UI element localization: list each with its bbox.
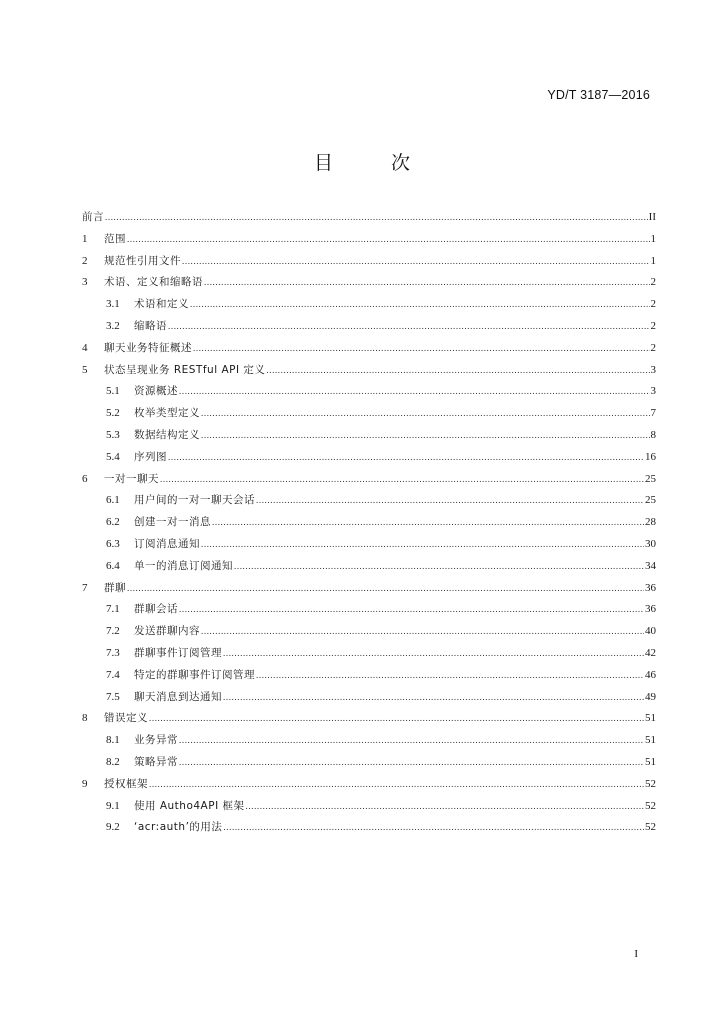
toc-entry-number: 6.1 (106, 494, 120, 507)
toc-entry[interactable] (82, 581, 656, 603)
toc-entry-title: 枚举类型定义 (134, 407, 200, 420)
toc-entry-page: 7 (650, 407, 656, 420)
toc-entry-number: 9.2 (106, 821, 120, 834)
toc-entry[interactable] (82, 711, 656, 733)
toc-entry-number: 8.2 (106, 755, 120, 768)
toc-entry-number: 4 (82, 341, 88, 354)
toc-entry-title: 术语、定义和缩略语 (104, 276, 203, 289)
toc-entry[interactable] (82, 210, 656, 232)
toc-entry[interactable] (82, 777, 656, 799)
toc-entry-title: 状态呈现业务 RESTful API 定义 (104, 363, 266, 376)
toc-entry-number: 6.4 (106, 559, 120, 572)
toc-entry[interactable] (82, 406, 656, 428)
toc-dot-leader (149, 777, 644, 791)
toc-entry-page: 2 (650, 341, 656, 354)
toc-entry-number: 7.3 (106, 646, 120, 659)
toc-entry[interactable] (82, 799, 656, 821)
toc-entry-page: 52 (645, 777, 656, 790)
toc-entry-page: 2 (650, 276, 656, 289)
toc-entry-title: 授权框架 (104, 777, 148, 790)
toc-entry-number: 5.3 (106, 428, 120, 441)
toc-dot-leader (201, 624, 644, 638)
table-of-contents (82, 210, 656, 842)
toc-entry[interactable] (82, 493, 656, 515)
toc-entry-title: 业务异常 (134, 734, 178, 747)
toc-entry[interactable] (82, 690, 656, 712)
toc-dot-leader (201, 406, 650, 420)
toc-entry-title: 使用 Autho4API 框架 (134, 799, 245, 812)
toc-entry-number: 7.5 (106, 690, 120, 703)
toc-dot-leader (204, 275, 650, 289)
toc-entry-page: 36 (645, 581, 656, 594)
toc-entry-title: 序列图 (134, 450, 167, 463)
toc-entry[interactable] (82, 515, 656, 537)
toc-dot-leader (179, 733, 644, 747)
toc-dot-leader (256, 493, 644, 507)
toc-entry-page: 52 (645, 799, 656, 812)
toc-entry-page: 52 (645, 821, 656, 834)
toc-dot-leader (179, 384, 650, 398)
toc-entry-page: 1 (650, 232, 656, 245)
toc-entry-number: 8.1 (106, 734, 120, 747)
toc-entry-page: 3 (650, 385, 656, 398)
toc-entry-title: 资源概述 (134, 385, 178, 398)
toc-entry[interactable] (82, 472, 656, 494)
toc-entry-number: 8 (82, 712, 88, 725)
toc-entry[interactable] (82, 341, 656, 363)
toc-dot-leader (127, 232, 650, 246)
toc-entry-number: 7.1 (106, 603, 120, 616)
toc-entry-number: 7.2 (106, 625, 120, 638)
toc-entry-page: 25 (645, 494, 656, 507)
toc-dot-leader (212, 515, 644, 529)
toc-entry-title: 缩略语 (134, 319, 167, 332)
toc-entry[interactable] (82, 733, 656, 755)
toc-entry-page: 28 (645, 516, 656, 529)
toc-entry-title: 单一的消息订阅通知 (134, 559, 233, 572)
toc-entry-page: 51 (645, 734, 656, 747)
toc-entry-page: 51 (645, 755, 656, 768)
toc-entry-title: ‘acr:auth’的用法 (134, 821, 223, 834)
toc-dot-leader (201, 537, 644, 551)
toc-entry[interactable] (82, 428, 656, 450)
toc-entry[interactable] (82, 537, 656, 559)
toc-entry-number: 2 (82, 254, 88, 267)
toc-entry-page: 40 (645, 625, 656, 638)
toc-entry-title: 聊天消息到达通知 (134, 690, 222, 703)
toc-entry-page: 8 (650, 428, 656, 441)
toc-entry-title: 群聊 (104, 581, 126, 594)
toc-entry-page: 34 (645, 559, 656, 572)
toc-entry[interactable] (82, 624, 656, 646)
toc-entry-page: 36 (645, 603, 656, 616)
toc-entry-title: 策略异常 (134, 755, 178, 768)
toc-entry-title: 数据结构定义 (134, 428, 200, 441)
toc-dot-leader (179, 602, 644, 616)
toc-entry-number: 5.4 (106, 450, 120, 463)
toc-entry-page: 49 (645, 690, 656, 703)
toc-entry-title: 订阅消息通知 (134, 537, 200, 550)
toc-entry[interactable] (82, 275, 656, 297)
toc-entry-number: 7 (82, 581, 88, 594)
page-title: 目 次 (313, 152, 437, 174)
toc-dot-leader (105, 210, 648, 224)
toc-dot-leader (182, 254, 650, 268)
toc-entry[interactable] (82, 820, 656, 842)
toc-entry-page: 16 (645, 450, 656, 463)
toc-entry-page: 25 (645, 472, 656, 485)
toc-entry-title: 规范性引用文件 (104, 254, 181, 267)
toc-entry-page: 42 (645, 646, 656, 659)
toc-entry[interactable] (82, 668, 656, 690)
toc-entry-number: 5 (82, 363, 88, 376)
toc-entry[interactable] (82, 602, 656, 624)
toc-entry-number: 3.1 (106, 298, 120, 311)
toc-entry-number: 9.1 (106, 799, 120, 812)
toc-dot-leader (246, 799, 644, 813)
toc-entry[interactable] (82, 450, 656, 472)
toc-entry-title: 范围 (104, 232, 126, 245)
toc-entry-number: 7.4 (106, 668, 120, 681)
toc-dot-leader (256, 668, 644, 682)
toc-entry-title: 术语和定义 (134, 298, 189, 311)
toc-entry-page: 2 (650, 298, 656, 311)
toc-entry-number: 5.2 (106, 407, 120, 420)
toc-dot-leader (127, 581, 644, 595)
toc-entry[interactable] (82, 297, 656, 319)
toc-entry[interactable] (82, 232, 656, 254)
toc-entry-page: 51 (645, 712, 656, 725)
toc-dot-leader (179, 755, 644, 769)
toc-dot-leader (223, 690, 644, 704)
page-number: I (634, 948, 638, 960)
toc-entry-page: 2 (650, 319, 656, 332)
toc-entry-number: 9 (82, 777, 88, 790)
toc-entry-number: 6.2 (106, 516, 120, 529)
toc-entry-number: 5.1 (106, 385, 120, 398)
document-id: YD/T 3187—2016 (547, 88, 650, 102)
toc-entry-number: 1 (82, 232, 88, 245)
toc-dot-leader (168, 319, 650, 333)
toc-entry-title: 聊天业务特征概述 (104, 341, 192, 354)
toc-entry-title: 错误定义 (104, 712, 148, 725)
toc-entry[interactable] (82, 755, 656, 777)
toc-dot-leader (266, 363, 649, 377)
toc-entry[interactable] (82, 559, 656, 581)
toc-entry-number: 6.3 (106, 537, 120, 550)
toc-dot-leader (168, 450, 644, 464)
toc-entry-number: 6 (82, 472, 88, 485)
toc-dot-leader (223, 820, 644, 834)
toc-dot-leader (193, 341, 650, 355)
toc-entry-title: 特定的群聊事件订阅管理 (134, 668, 255, 681)
toc-dot-leader (190, 297, 650, 311)
toc-entry-title: 用户间的一对一聊天会话 (134, 494, 255, 507)
toc-dot-leader (160, 472, 644, 486)
toc-entry-title: 前言 (82, 211, 104, 223)
toc-entry[interactable] (82, 254, 656, 276)
toc-entry[interactable] (82, 384, 656, 406)
toc-entry-title: 群聊事件订阅管理 (134, 646, 222, 659)
toc-dot-leader (234, 559, 644, 573)
toc-entry-number: 3 (82, 276, 88, 289)
toc-entry-page: 46 (645, 668, 656, 681)
toc-entry[interactable] (82, 363, 656, 385)
toc-entry[interactable] (82, 646, 656, 668)
toc-entry-title: 一对一聊天 (104, 472, 159, 485)
toc-entry-page: 30 (645, 537, 656, 550)
toc-dot-leader (223, 646, 644, 660)
toc-entry-title: 创建一对一消息 (134, 516, 211, 529)
toc-entry-title: 群聊会话 (134, 603, 178, 616)
toc-entry-page: II (648, 211, 656, 223)
toc-entry-number: 3.2 (106, 319, 120, 332)
toc-dot-leader (149, 711, 644, 725)
toc-dot-leader (201, 428, 650, 442)
toc-entry-page: 1 (650, 254, 656, 267)
toc-entry-title: 发送群聊内容 (134, 625, 200, 638)
toc-entry-page: 3 (650, 363, 656, 376)
toc-entry[interactable] (82, 319, 656, 341)
